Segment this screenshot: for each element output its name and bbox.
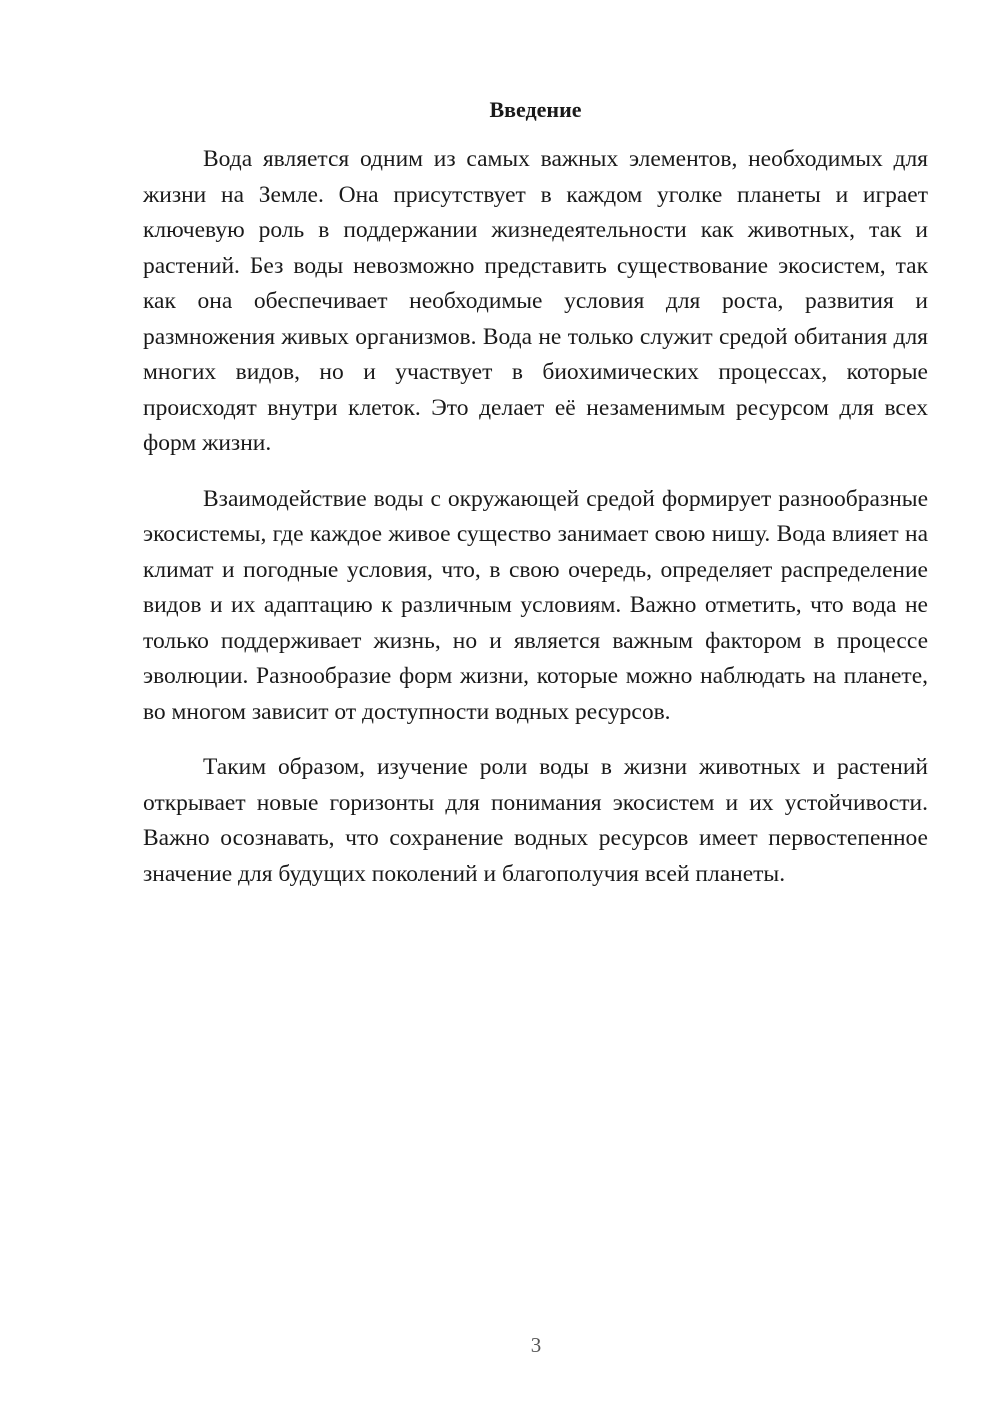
title-spacer <box>143 128 928 142</box>
section-title: Введение <box>489 97 582 122</box>
page-number: 3 <box>530 1333 542 1357</box>
page-content <box>143 92 928 912</box>
paragraph-2: Взаимодействие воды с окружающей средой формирует разнообразные экосистемы, где каждое живое существо занимает свою нишу. Вода влияет на климат и погодные условия, что, в свою очередь, определяет распределение видов и их адаптацию к различным условиям. Важно отметить, что вода не только поддерживает жизнь, но и является важным фактором в процессе эволюции. Разнообразие форм жизни, которые можно наблюдать на планете, во многом зависит от доступности водных ресурсов. <box>143 485 928 725</box>
paragraph-1: Вода является одним из самых важных элементов, необходимых для жизни на Земле. Она присутствует в каждом уголке планеты и играет ключевую роль в поддержании жизнедеятельности как животных, так и растений. Без воды невозможно представить существование экосистем, так как она обеспечивает необходимые условия для роста, развития и размножения живых организмов. Вода не только служит средой обитания для многих видов, но и участвует в биохимических процессах, которые происходят внутри клеток. Это делает её незаменимым ресурсом для всех форм жизни. <box>143 146 928 456</box>
paragraph-3: Таким образом, изучение роли воды в жизни животных и растений открывает новые горизонты для понимания экосистем и их устойчивости. Важно осознавать, что сохранение водных ресурсов имеет первостепенное значение для будущих поколений и благополучия всей планеты. <box>143 754 928 887</box>
